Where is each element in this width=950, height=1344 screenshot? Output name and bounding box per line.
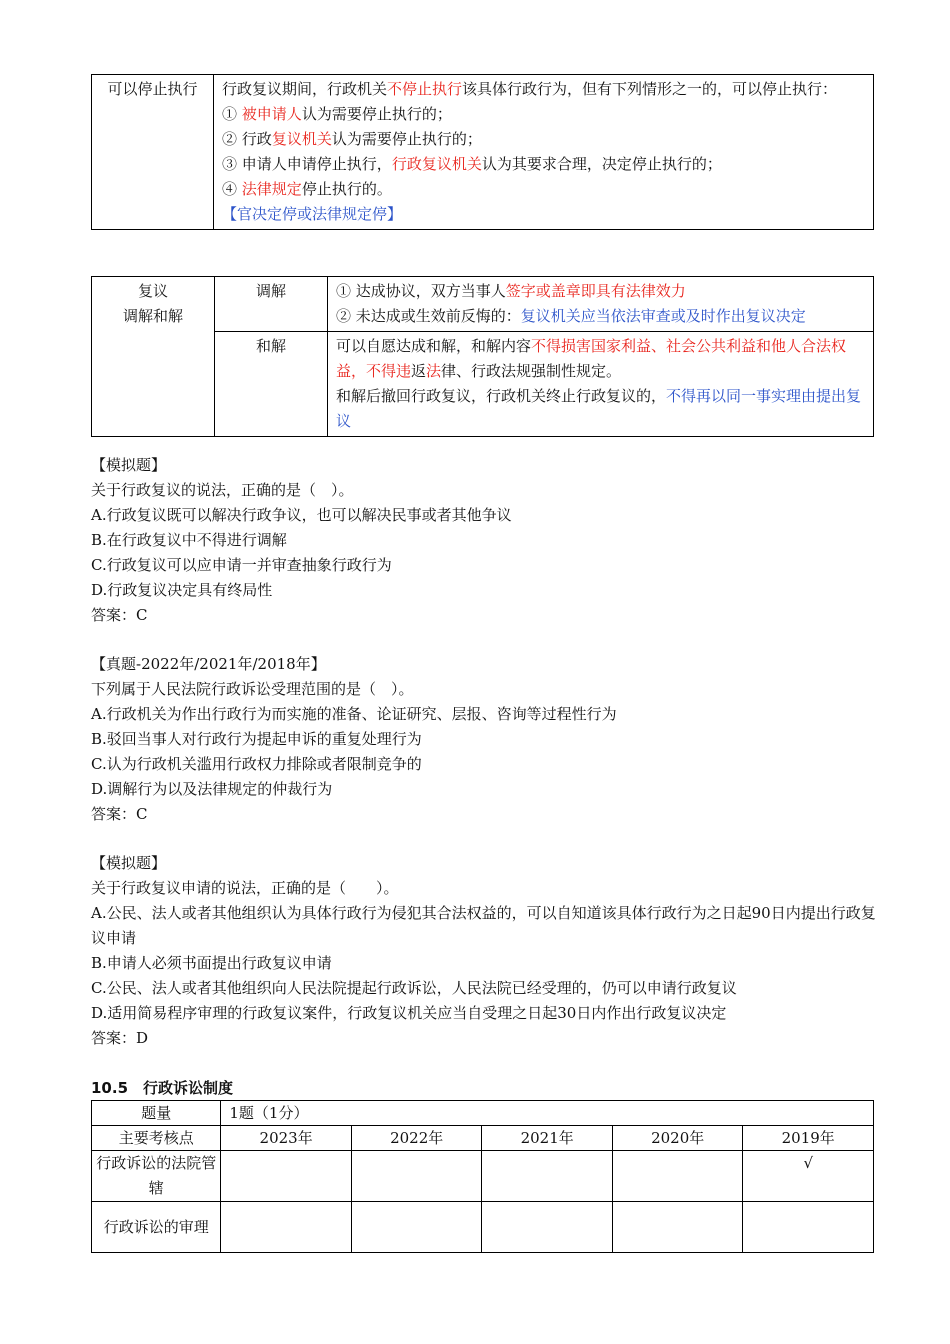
mark-cell bbox=[482, 1202, 613, 1253]
item-prefix: 申请人申请停止执行， bbox=[241, 155, 392, 173]
suspension-label: 可以停止执行 bbox=[92, 75, 214, 230]
question-answer: 答案：D bbox=[91, 1029, 149, 1047]
settlement-line bbox=[336, 334, 865, 384]
settlement-line bbox=[336, 384, 865, 434]
item-prefix: 行政 bbox=[241, 130, 272, 148]
item-highlight: 被申请人 bbox=[241, 105, 302, 123]
question-option: D.适用简易程序审理的行政复议案件，行政复议机关应当自受理之日起30日内作出行政复议决定 bbox=[91, 1004, 727, 1022]
highlight: 签字或盖章即具有法律效力 bbox=[505, 282, 686, 300]
question-tag: 【模拟题】 bbox=[91, 456, 167, 474]
question-stem: 关于行政复议的说法，正确的是（ ）。 bbox=[91, 481, 354, 499]
settlement-label: 和解 bbox=[215, 332, 328, 437]
question-block bbox=[91, 851, 876, 1051]
mark-cell bbox=[221, 1202, 352, 1253]
year-header: 2023年 bbox=[221, 1126, 352, 1151]
question-option: B.在行政复议中不得进行调解 bbox=[91, 531, 287, 549]
text: 返 bbox=[411, 362, 427, 380]
suspension-item bbox=[222, 127, 865, 152]
question-answer: 答案：C bbox=[91, 606, 148, 624]
question-stem: 下列属于人民法院行政诉讼受理范围的是（ ）。 bbox=[91, 680, 414, 698]
topic-label: 行政诉讼的法院管辖 bbox=[92, 1151, 221, 1202]
mediation-content bbox=[328, 277, 874, 332]
year-header: 2020年 bbox=[612, 1126, 743, 1151]
suspension-mnemonic: 【官决定停或法律规定停】 bbox=[222, 205, 403, 223]
item-highlight: 法律规定 bbox=[241, 180, 302, 198]
item-number: ① bbox=[222, 105, 238, 123]
header-label: 主要考核点 bbox=[92, 1126, 221, 1151]
question-option: B.申请人必须书面提出行政复议申请 bbox=[91, 954, 332, 972]
suspension-item bbox=[222, 177, 865, 202]
question-option: D.行政复议决定具有终局性 bbox=[91, 581, 273, 599]
suspension-item bbox=[222, 102, 865, 127]
mediation-table bbox=[91, 276, 874, 437]
text: 和解后撤回行政复议，行政机关终止行政复议的， bbox=[336, 387, 667, 405]
intro-text: 行政复议期间，行政机关 bbox=[222, 80, 388, 98]
exam-distribution-table bbox=[91, 1100, 874, 1253]
item-text: 认为其要求合理，决定停止执行的； bbox=[481, 155, 722, 173]
highlight: 不得再以同一事实理由提出复议 bbox=[336, 387, 862, 430]
qty-label: 题量 bbox=[92, 1101, 221, 1126]
mediation-label: 调解 bbox=[215, 277, 328, 332]
question-option: B.驳回当事人对行政行为提起申诉的重复处理行为 bbox=[91, 730, 422, 748]
question-block bbox=[91, 453, 881, 628]
suspension-intro bbox=[222, 77, 865, 102]
item-highlight: 行政复议机关 bbox=[391, 155, 482, 173]
topic-label: 行政诉讼的审理 bbox=[92, 1202, 221, 1253]
question-option: D.调解行为以及法律规定的仲裁行为 bbox=[91, 780, 333, 798]
question-option: C.认为行政机关滥用行政权力排除或者限制竞争的 bbox=[91, 755, 422, 773]
item-number: ③ bbox=[222, 155, 238, 173]
mediation-table-label bbox=[92, 277, 215, 437]
settlement-content bbox=[328, 332, 874, 437]
item-highlight: 复议机关 bbox=[271, 130, 332, 148]
mediation-line bbox=[336, 304, 865, 329]
qty-value: 1题（1分） bbox=[221, 1101, 874, 1126]
intro-highlight: 不停止执行 bbox=[387, 80, 463, 98]
item-number: ② bbox=[222, 130, 238, 148]
text: ② 未达成或生效前反悔的： bbox=[336, 307, 521, 325]
year-header: 2021年 bbox=[482, 1126, 613, 1151]
question-option: C.行政复议可以应申请一并审查抽象行政行为 bbox=[91, 556, 392, 574]
mark-cell: √ bbox=[743, 1151, 874, 1202]
highlight: 法 bbox=[426, 362, 442, 380]
item-number: ④ bbox=[222, 180, 238, 198]
question-option: A.行政机关为作出行政行为而实施的准备、论证研究、层报、咨询等过程性行为 bbox=[91, 705, 617, 723]
text: 可以自愿达成和解，和解内容 bbox=[336, 337, 532, 355]
text: 律、行政法规强制性规定。 bbox=[441, 362, 622, 380]
label-line: 调解和解 bbox=[122, 307, 183, 325]
text: ① 达成协议，双方当事人 bbox=[336, 282, 506, 300]
label-line: 复议 bbox=[137, 282, 168, 300]
question-option: A.行政复议既可以解决行政争议，也可以解决民事或者其他争议 bbox=[91, 506, 512, 524]
mark-cell bbox=[743, 1202, 874, 1253]
section-heading: 10.5 行政诉讼制度 bbox=[91, 1079, 234, 1097]
item-text: 停止执行的。 bbox=[301, 180, 392, 198]
mark-cell bbox=[612, 1202, 743, 1253]
suspension-content bbox=[214, 75, 874, 230]
suspension-item bbox=[222, 152, 865, 177]
question-block bbox=[91, 652, 881, 827]
intro-text-rest: 该具体行政行为，但有下列情形之一的，可以停止执行： bbox=[462, 80, 838, 98]
highlight: 不得损害国家利益、社会公共利益和他人合法权益，不得违 bbox=[336, 337, 847, 380]
question-option: C.公民、法人或者其他组织向人民法院提起行政诉讼，人民法院已经受理的，仍可以申请行政复议 bbox=[91, 979, 737, 997]
year-header: 2022年 bbox=[351, 1126, 482, 1151]
question-tag: 【模拟题】 bbox=[91, 854, 167, 872]
mark-cell bbox=[221, 1151, 352, 1202]
question-tag: 【真题-2022年/2021年/2018年】 bbox=[91, 655, 326, 673]
mark-cell bbox=[482, 1151, 613, 1202]
question-stem: 关于行政复议申请的说法，正确的是（ ）。 bbox=[91, 879, 399, 897]
highlight: 复议机关应当依法审查或及时作出复议决定 bbox=[520, 307, 806, 325]
question-option: A.公民、法人或者其他组织认为具体行政行为侵犯其合法权益的，可以自知道该具体行政行为之日起90日内提出行政复议申请 bbox=[91, 904, 876, 947]
mediation-line bbox=[336, 279, 865, 304]
item-text: 认为需要停止执行的； bbox=[331, 130, 482, 148]
mark-cell bbox=[351, 1202, 482, 1253]
mark-cell bbox=[612, 1151, 743, 1202]
suspension-table bbox=[91, 74, 874, 230]
year-header: 2019年 bbox=[743, 1126, 874, 1151]
mark-cell bbox=[351, 1151, 482, 1202]
item-text: 认为需要停止执行的； bbox=[301, 105, 452, 123]
question-answer: 答案：C bbox=[91, 805, 148, 823]
